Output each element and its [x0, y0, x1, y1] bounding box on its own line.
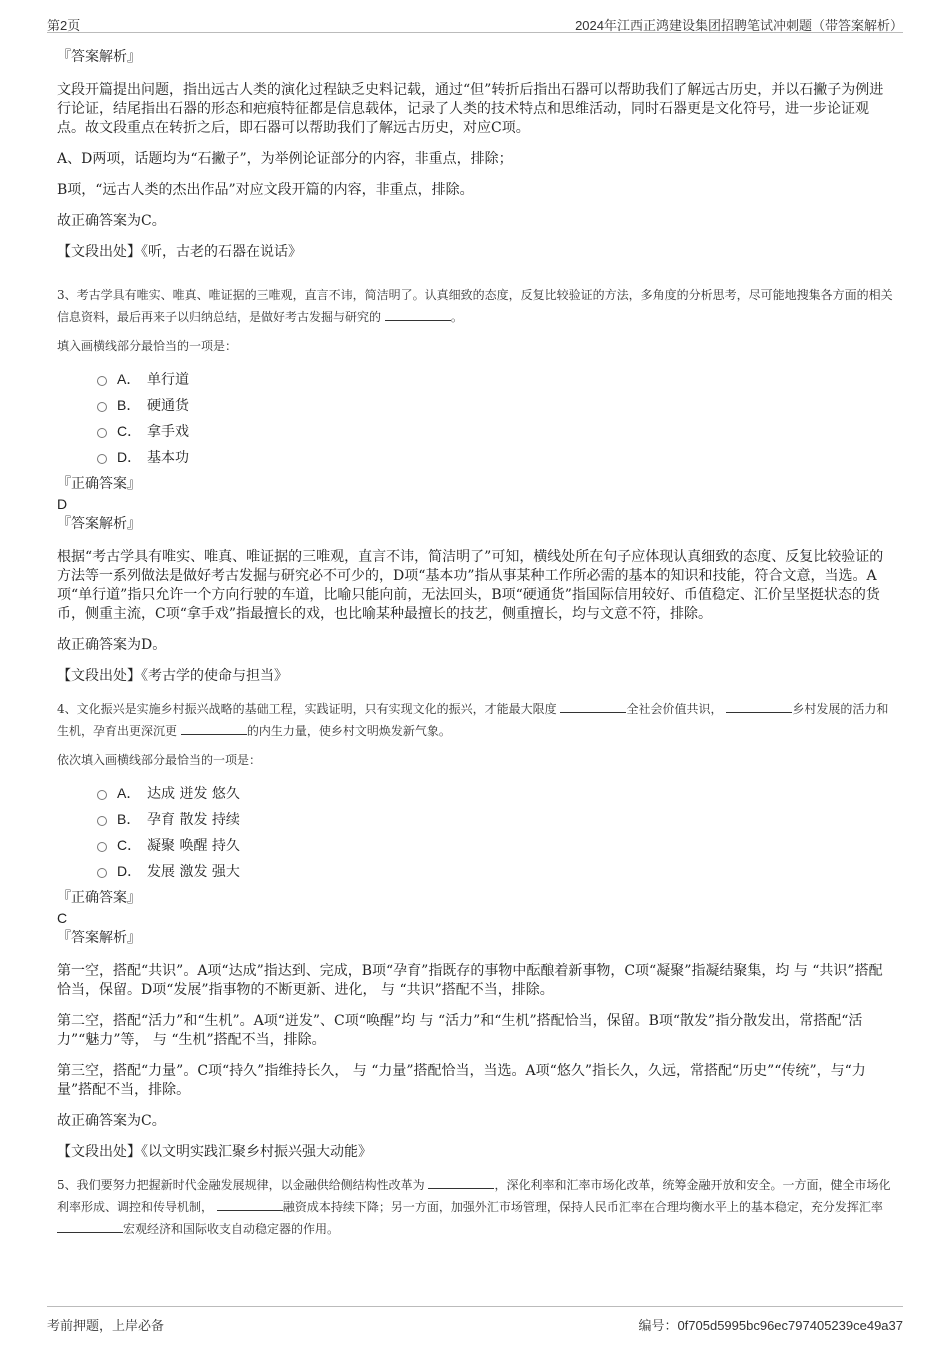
fill-blank	[726, 698, 792, 713]
correct-answer-label: 『正确答案』	[57, 476, 141, 492]
radio-icon[interactable]	[97, 868, 107, 878]
analysis-paragraph: 第二空，搭配“活力”和“生机”。A项“迸发”、C项“唤醒”均 与 “活力”和“生机”搭配恰当，保留。B项“散发”指分散发出，常搭配“活力”“魅力”等， 与 “生机”搭配不当，排除。	[57, 1013, 863, 1048]
fill-blank	[385, 306, 451, 321]
fill-blank	[560, 698, 626, 713]
analysis-paragraph: 第三空，搭配“力量”。C项“持久”指维持长久， 与 “力量”搭配恰当，当选。A项“悠久”指长久，久远，常搭配“历史”“传统”，与“力量”搭配不当，排除。	[57, 1063, 866, 1098]
option-c[interactable]: C． 凝聚 唤醒 持久	[97, 832, 893, 858]
radio-icon[interactable]	[97, 842, 107, 852]
analysis-label: 『答案解析』	[57, 49, 141, 65]
source-citation: 【文段出处】《考古学的使命与担当》	[57, 668, 288, 684]
page-footer	[47, 1306, 903, 1333]
question-stem: 4、文化振兴是实施乡村振兴战略的基础工程，实践证明，只有实现文化的振兴，才能最大限度 全社会价值共识， 乡村发展的活力和生机，孕育出更深沉更 的内生力量，使乡村文明焕发新气象。	[57, 698, 893, 742]
fill-blank	[428, 1174, 494, 1189]
radio-icon[interactable]	[97, 376, 107, 386]
analysis-label: 『答案解析』	[57, 516, 141, 532]
analysis-paragraph: 第一空，搭配“共识”。A项“达成”指达到、完成，B项“孕育”指既存的事物中酝酿着新事物，C项“凝聚”指凝结聚集，均 与 “共识”搭配恰当，保留。D项“发展”指事物的不断更新、进化， 与 “共识”搭配不当，排除。	[57, 963, 883, 998]
answer-statement: 故正确答案为C。	[57, 1113, 166, 1129]
page-header	[47, 12, 903, 33]
fill-blank	[217, 1196, 283, 1211]
source-citation: 【文段出处】《以文明实践汇聚乡村振兴强大动能》	[57, 1144, 372, 1160]
analysis-label: 『答案解析』	[57, 930, 141, 946]
analysis-paragraph: A、D两项，话题均为“石撇子”，为举例论证部分的内容，非重点，排除；	[57, 151, 513, 167]
question-stem: 5、我们要努力把握新时代金融发展规律，以金融供给侧结构性改革为 ，深化利率和汇率市场化改革，统筹金融开放和安全。一方面，健全市场化利率形成、调控和传导机制， 融资成本持续下降；另一方面，加强外汇市场管理，保持人民币汇率在合理均衡水平上的基本稳定，充分发挥汇率 宏观经济和国际收支自动稳定器的作用。	[57, 1174, 893, 1240]
radio-icon[interactable]	[97, 454, 107, 464]
option-b[interactable]: B． 硬通货	[97, 392, 893, 418]
answer-statement: 故正确答案为C。	[57, 213, 166, 229]
option-b[interactable]: B． 孕育 散发 持续	[97, 806, 893, 832]
correct-answer: C	[57, 910, 68, 926]
page-number: 第2页	[47, 18, 81, 33]
radio-icon[interactable]	[97, 428, 107, 438]
correct-answer: D	[57, 496, 68, 512]
document-id: 编号：0f705d5995bc96ec797405239ce49a37	[638, 1318, 903, 1333]
radio-icon[interactable]	[97, 816, 107, 826]
radio-icon[interactable]	[97, 790, 107, 800]
fill-blank	[57, 1218, 123, 1233]
option-d[interactable]: D． 基本功	[97, 444, 893, 470]
page-content	[57, 42, 893, 1240]
source-citation: 【文段出处】《听，古老的石器在说话》	[57, 244, 302, 260]
radio-icon[interactable]	[97, 402, 107, 412]
fill-blank	[181, 720, 247, 735]
question-instruction: 依次填入画横线部分最恰当的一项是：	[57, 753, 262, 767]
option-list	[97, 780, 893, 884]
answer-statement: 故正确答案为D。	[57, 637, 167, 653]
document-title: 2024年江西正鸿建设集团招聘笔试冲刺题（带答案解析）	[575, 18, 903, 33]
option-list	[97, 366, 893, 470]
correct-answer-label: 『正确答案』	[57, 890, 141, 906]
question-stem: 3、考古学具有唯实、唯真、唯证据的三唯观，直言不讳，简洁明了。认真细致的态度，反复比较验证的方法，多角度的分析思考，尽可能地搜集各方面的相关信息资料，最后再来子以归纳总结，是做好考古发掘与研究的 。	[57, 288, 893, 324]
option-a[interactable]: A． 达成 迸发 悠久	[97, 780, 893, 806]
option-c[interactable]: C． 拿手戏	[97, 418, 893, 444]
footer-slogan: 考前押题，上岸必备	[47, 1318, 165, 1333]
option-a[interactable]: A． 单行道	[97, 366, 893, 392]
analysis-paragraph: 根据“考古学具有唯实、唯真、唯证据的三唯观，直言不讳，简洁明了”可知，横线处所在句子应体现认真细致的态度、反复比较验证的方法等一系列做法是做好考古发掘与研究必不可少的，D项“基本功”指从事某种工作所必需的基本的知识和技能，符合文意，当选。A项“单行道”指只允许一个方向行驶的车道，比喻只能向前，无法回头，B项“硬通货”指国际信用较好、币值稳定、汇价呈坚挺状态的货币，侧重主流，C项“拿手戏”指最擅长的戏，也比喻某种最擅长的技艺，侧重擅长，均与文意不符，排除。	[57, 549, 884, 622]
analysis-paragraph: 文段开篇提出问题，指出远古人类的演化过程缺乏史料记载，通过“但”转折后指出石器可以帮助我们了解远古历史，并以石撇子为例进行论证，结尾指出石器的形态和疤痕特征都是信息载体，记录了人类的技术特点和思维活动，同时石器更是文化符号，进一步论证观点。故文段重点在转折之后，即石器可以帮助我们了解远古历史，对应C项。	[57, 82, 884, 136]
analysis-paragraph: B项，“远古人类的杰出作品”对应文段开篇的内容，非重点，排除。	[57, 182, 474, 198]
question-instruction: 填入画横线部分最恰当的一项是：	[57, 339, 238, 353]
option-d[interactable]: D． 发展 激发 强大	[97, 858, 893, 884]
